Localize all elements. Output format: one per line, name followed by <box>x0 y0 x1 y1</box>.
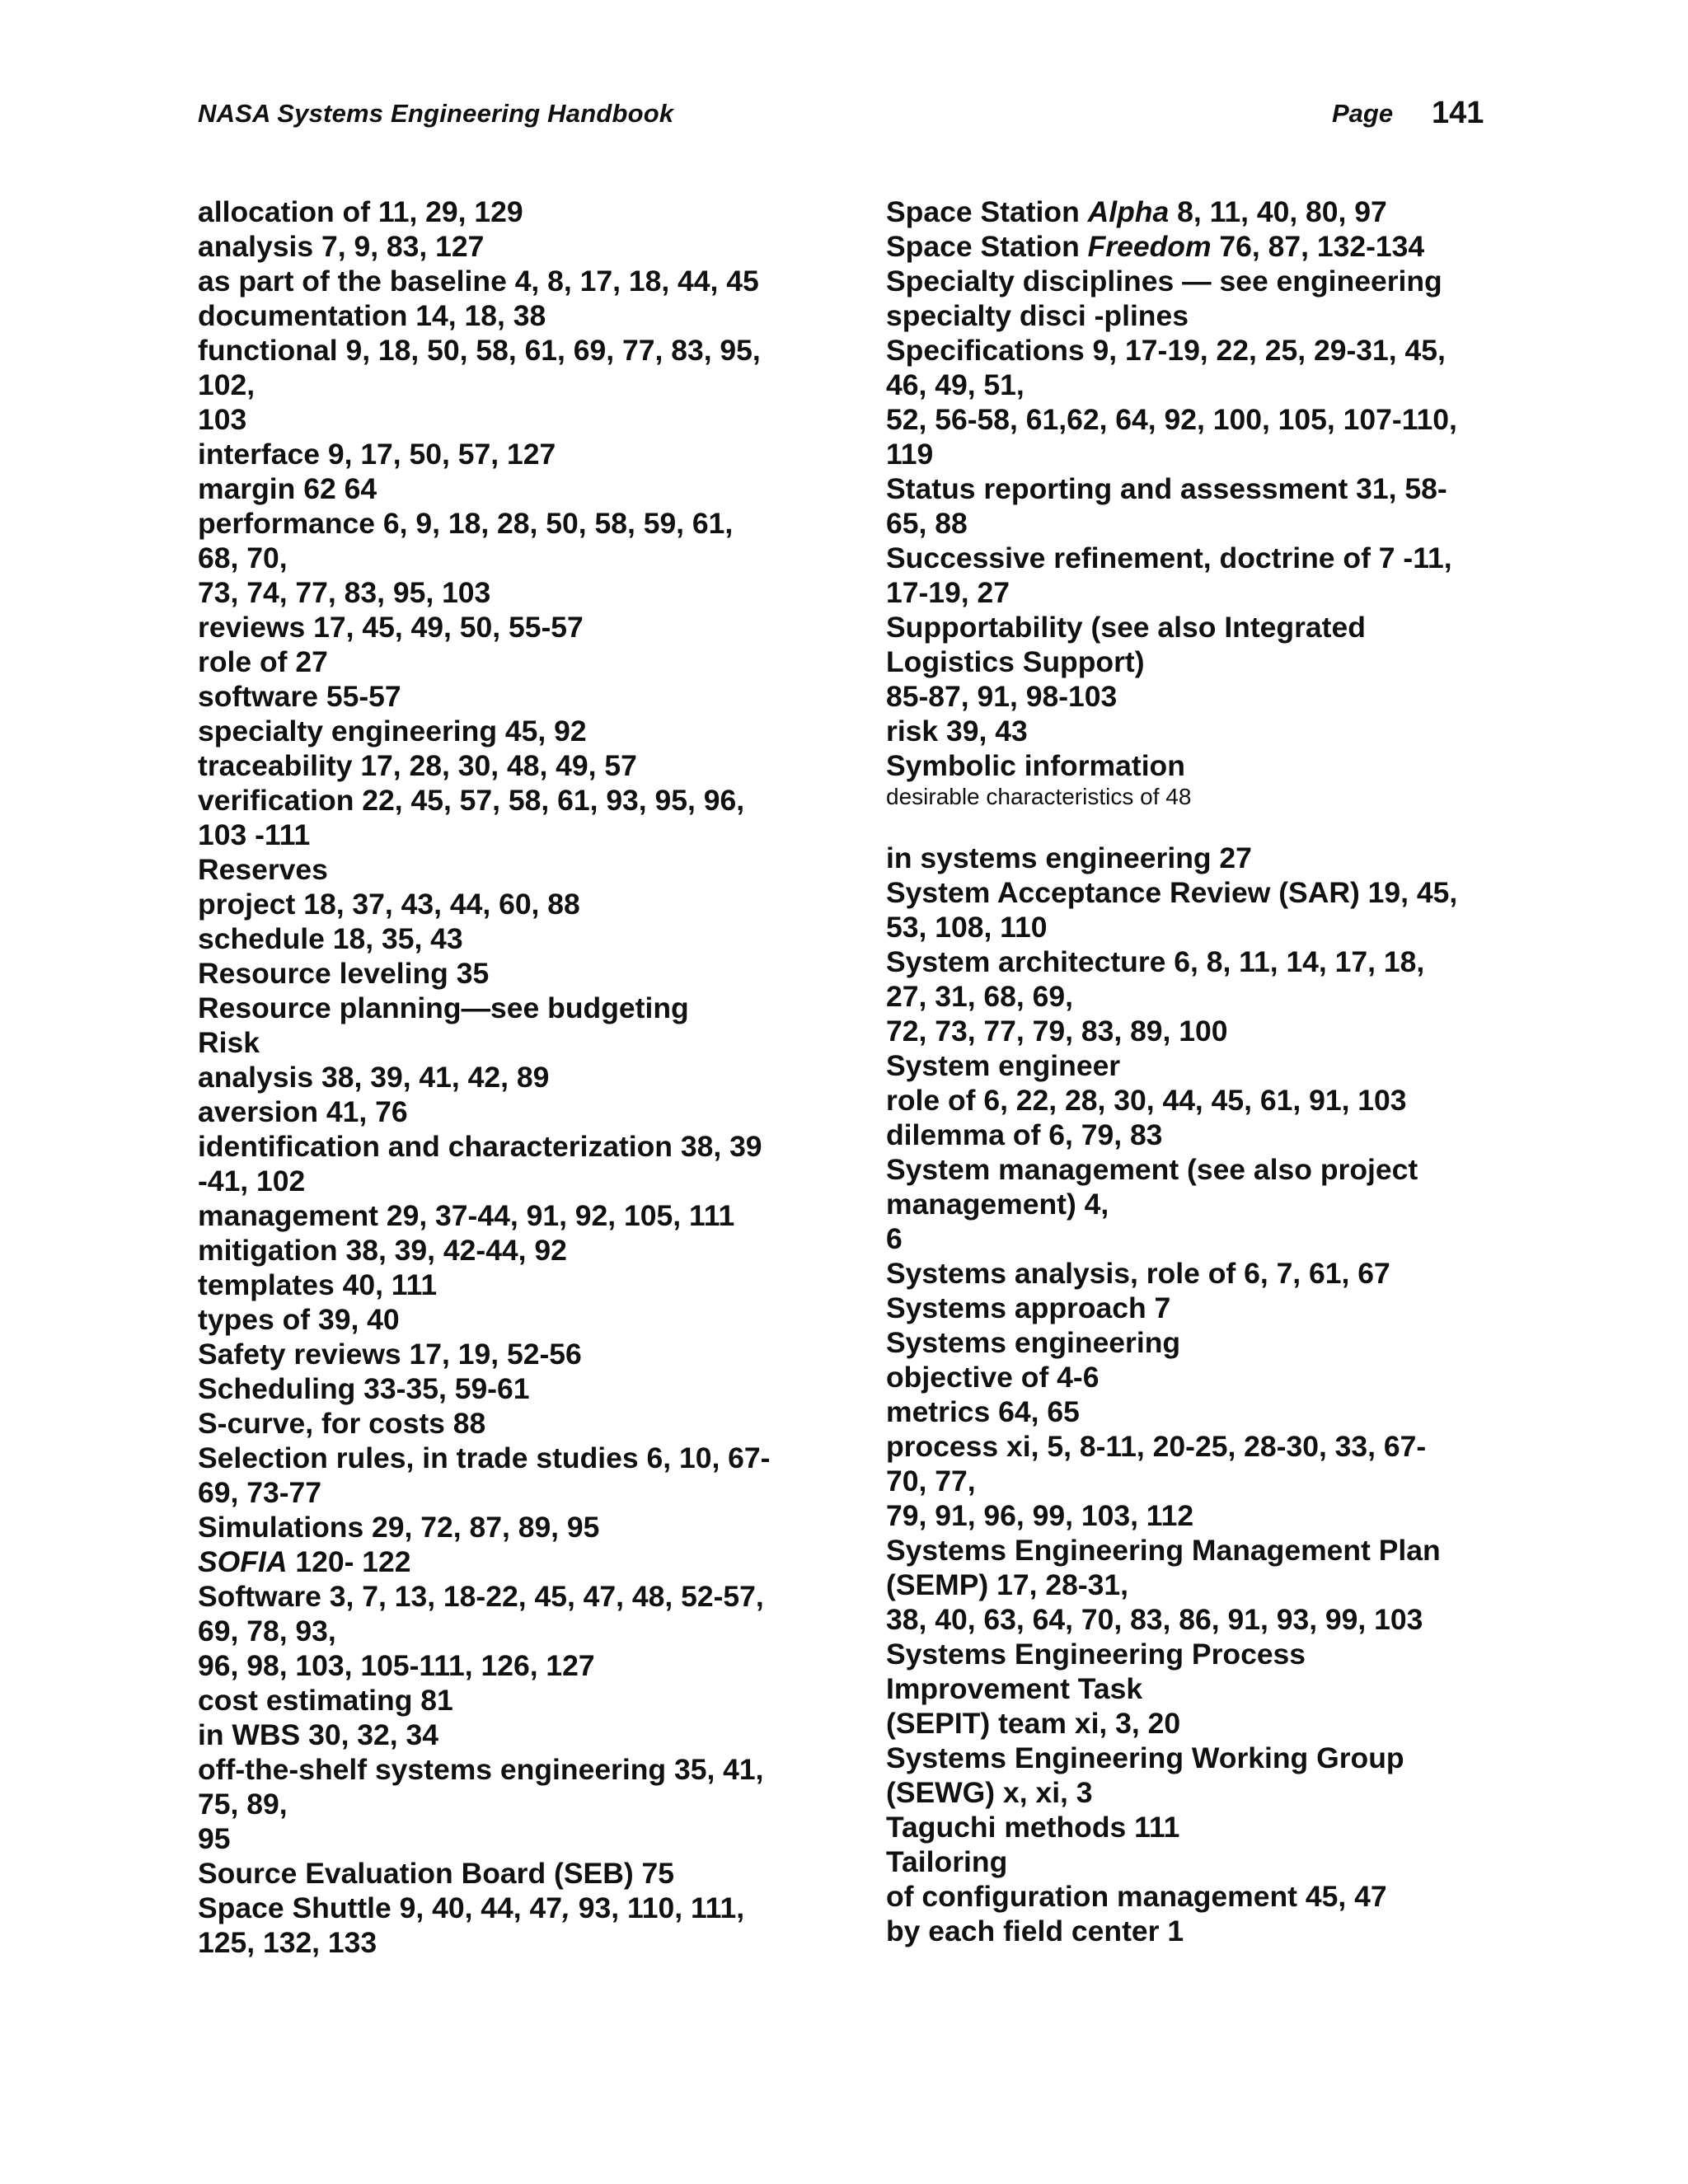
index-entry: 125, 132, 133 <box>198 1926 377 1959</box>
index-entry-pages: 8, 11, 40, 80, 97 <box>1169 195 1387 228</box>
index-entry: Reserves <box>198 853 328 886</box>
index-entry: Systems Engineering Process <box>886 1638 1306 1671</box>
index-entry: role of 6, 22, 28, 30, 44, 45, 61, 91, 103 <box>886 1084 1407 1117</box>
index-entry: -41, 102 <box>198 1165 306 1197</box>
index-entry: Specialty disciplines — see engineering <box>886 265 1442 298</box>
index-entry: System engineer <box>886 1049 1121 1082</box>
index-entry: 75, 89, <box>198 1788 288 1821</box>
index-entry: identification and characterization 38, 39 <box>198 1130 762 1163</box>
index-entry-pages: 76, 87, 132-134 <box>1211 230 1425 263</box>
index-entry: 73, 74, 77, 83, 95, 103 <box>198 576 491 609</box>
index-entry: 46, 49, 51, <box>886 368 1025 401</box>
index-entry: analysis 38, 39, 41, 42, 89 <box>198 1061 550 1094</box>
index-entry: Simulations 29, 72, 87, 89, 95 <box>198 1511 600 1544</box>
index-entry: Risk <box>198 1026 260 1059</box>
index-entry: Scheduling 33-35, 59-61 <box>198 1372 530 1405</box>
index-entry: specialty engineering 45, 92 <box>198 715 587 748</box>
index-entry: management) 4, <box>886 1188 1109 1221</box>
index-entry: 95 <box>198 1822 231 1855</box>
index-entry: 6 <box>886 1222 903 1255</box>
index-entry: objective of 4-6 <box>886 1361 1100 1394</box>
index-entry: 103 -111 <box>198 818 311 851</box>
index-entry: reviews 17, 45, 49, 50, 55-57 <box>198 611 584 644</box>
index-entry: performance 6, 9, 18, 28, 50, 58, 59, 61, <box>198 507 734 540</box>
index-entry: 38, 40, 63, 64, 70, 83, 86, 91, 93, 99, 103 <box>886 1603 1423 1636</box>
index-entry: Safety reviews 17, 19, 52-56 <box>198 1338 582 1371</box>
index-entry-text: Space Shuttle 9, 40, 44, 47 <box>198 1891 562 1924</box>
page-label: Page <box>1332 99 1394 128</box>
index-entry: Taguchi methods 111 <box>886 1811 1180 1844</box>
index-entry: 85-87, 91, 98-103 <box>886 680 1118 713</box>
index-entry: Systems engineering <box>886 1326 1181 1359</box>
index-entry: by each field center 1 <box>886 1915 1184 1947</box>
index-entry: analysis 7, 9, 83, 127 <box>198 230 485 263</box>
index-entry: verification 22, 45, 57, 58, 61, 93, 95, 96, <box>198 784 745 817</box>
index-entry: interface 9, 17, 50, 57, 127 <box>198 438 556 471</box>
index-entry: Logistics Support) <box>886 645 1145 678</box>
index-entry: Systems approach 7 <box>886 1291 1171 1324</box>
index-entry: 70, 77, <box>886 1465 976 1497</box>
index-entry: 65, 88 <box>886 507 968 540</box>
index-entry: Tailoring <box>886 1845 1008 1878</box>
index-entry: Successive refinement, doctrine of 7 -11, <box>886 541 1452 574</box>
index-entry: allocation of 11, 29, 129 <box>198 195 523 228</box>
page-number: 141 <box>1432 96 1484 130</box>
index-entry-pages: 93, 110, 111, <box>570 1891 745 1924</box>
index-column-left <box>198 194 799 1960</box>
index-entry: Systems Engineering Management Plan <box>886 1534 1441 1567</box>
index-entry: (SEPIT) team xi, 3, 20 <box>886 1707 1181 1740</box>
index-entry <box>198 1891 799 1925</box>
index-entry: 69, 73-77 <box>198 1476 322 1509</box>
index-entry: 53, 108, 110 <box>886 911 1048 944</box>
index-entry: functional 9, 18, 50, 58, 61, 69, 77, 83, 95, <box>198 334 761 367</box>
index-entry-text: Space Station <box>886 195 1088 228</box>
index-entry: 72, 73, 77, 79, 83, 89, 100 <box>886 1015 1228 1047</box>
index-entry: 68, 70, <box>198 541 288 574</box>
index-entry: Systems analysis, role of 6, 7, 61, 67 <box>886 1257 1390 1290</box>
index-entry: Supportability (see also Integrated <box>886 611 1366 644</box>
index-entry: System Acceptance Review (SAR) 19, 45, <box>886 876 1458 909</box>
index-entry <box>886 229 1492 264</box>
page-header <box>198 92 1484 142</box>
index-entry: off-the-shelf systems engineering 35, 41, <box>198 1753 764 1786</box>
index-column-right <box>886 194 1492 1948</box>
index-entry: cost estimating 81 <box>198 1684 453 1717</box>
index-entry: 79, 91, 96, 99, 103, 112 <box>886 1499 1194 1532</box>
index-entry: in WBS 30, 32, 34 <box>198 1718 439 1751</box>
index-entry: management 29, 37-44, 91, 92, 105, 111 <box>198 1199 735 1232</box>
index-entry: dilemma of 6, 79, 83 <box>886 1118 1163 1151</box>
index-entry <box>198 1544 799 1579</box>
index-entry: 96, 98, 103, 105-111, 126, 127 <box>198 1649 595 1682</box>
index-entry: in systems engineering 27 <box>886 841 1252 874</box>
index-entry: Resource planning—see budgeting <box>198 991 689 1024</box>
index-entry: specialty disci -plines <box>886 299 1189 332</box>
index-entry <box>886 194 1492 229</box>
index-entry: software 55-57 <box>198 680 401 713</box>
index-entry: of configuration management 45, 47 <box>886 1880 1387 1913</box>
index-entry: Improvement Task <box>886 1672 1143 1705</box>
index-entry: (SEWG) x, xi, 3 <box>886 1776 1093 1809</box>
index-entry: 52, 56-58, 61,62, 64, 92, 100, 105, 107-110, <box>886 403 1457 436</box>
index-entry: role of 27 <box>198 645 328 678</box>
index-entry: margin 62 64 <box>198 472 377 505</box>
index-entry: Symbolic information <box>886 749 1185 782</box>
index-entry: schedule 18, 35, 43 <box>198 922 463 955</box>
index-entry: traceability 17, 28, 30, 48, 49, 57 <box>198 749 637 782</box>
index-entry: as part of the baseline 4, 8, 17, 18, 44, 45 <box>198 265 759 298</box>
index-entry: Specifications 9, 17-19, 22, 25, 29-31, 45, <box>886 334 1446 367</box>
index-entry: mitigation 38, 39, 42-44, 92 <box>198 1234 567 1267</box>
index-entry: Systems Engineering Working Group <box>886 1741 1404 1774</box>
index-entry: documentation 14, 18, 38 <box>198 299 546 332</box>
index-entry: Resource leveling 35 <box>198 957 490 990</box>
running-title: NASA Systems Engineering Handbook <box>198 99 674 128</box>
index-entry: Source Evaluation Board (SEB) 75 <box>198 1857 675 1890</box>
index-entry: Status reporting and assessment 31, 58- <box>886 472 1447 505</box>
index-entry: 103 <box>198 403 247 436</box>
index-entry-italic: Alpha <box>1087 195 1170 228</box>
index-entry: 102, <box>198 368 256 401</box>
index-entry: aversion 41, 76 <box>198 1095 408 1128</box>
index-entry: System architecture 6, 8, 11, 14, 17, 18, <box>886 945 1425 978</box>
index-entry: risk 39, 43 <box>886 715 1028 748</box>
index-entry: project 18, 37, 43, 44, 60, 88 <box>198 888 580 921</box>
index-entry-pages: 120- 122 <box>287 1545 411 1578</box>
index-entry: 119 <box>886 438 934 471</box>
index-entry: 27, 31, 68, 69, <box>886 980 1073 1013</box>
index-entry-italic: SOFIA <box>198 1545 288 1578</box>
index-entry: types of 39, 40 <box>198 1303 400 1336</box>
index-entry: (SEMP) 17, 28-31, <box>886 1568 1128 1601</box>
index-entry-italic: , <box>562 1891 570 1924</box>
index-entry: process xi, 5, 8-11, 20-25, 28-30, 33, 67- <box>886 1430 1427 1463</box>
index-entry-text: Space Station <box>886 230 1088 263</box>
index-entry: 17-19, 27 <box>886 576 1010 609</box>
index-entry: Selection rules, in trade studies 6, 10, 67- <box>198 1441 771 1474</box>
index-entry: templates 40, 111 <box>198 1268 438 1301</box>
index-entry-small: desirable characteristics of 48 <box>886 784 1192 809</box>
index-entry: metrics 64, 65 <box>886 1395 1080 1428</box>
index-entry: S-curve, for costs 88 <box>198 1407 486 1440</box>
index-entry: Software 3, 7, 13, 18-22, 45, 47, 48, 52-57, <box>198 1580 764 1613</box>
index-entry-italic: Freedom <box>1087 230 1212 263</box>
index-entry: System management (see also project <box>886 1153 1418 1186</box>
index-entry: 69, 78, 93, <box>198 1615 336 1647</box>
